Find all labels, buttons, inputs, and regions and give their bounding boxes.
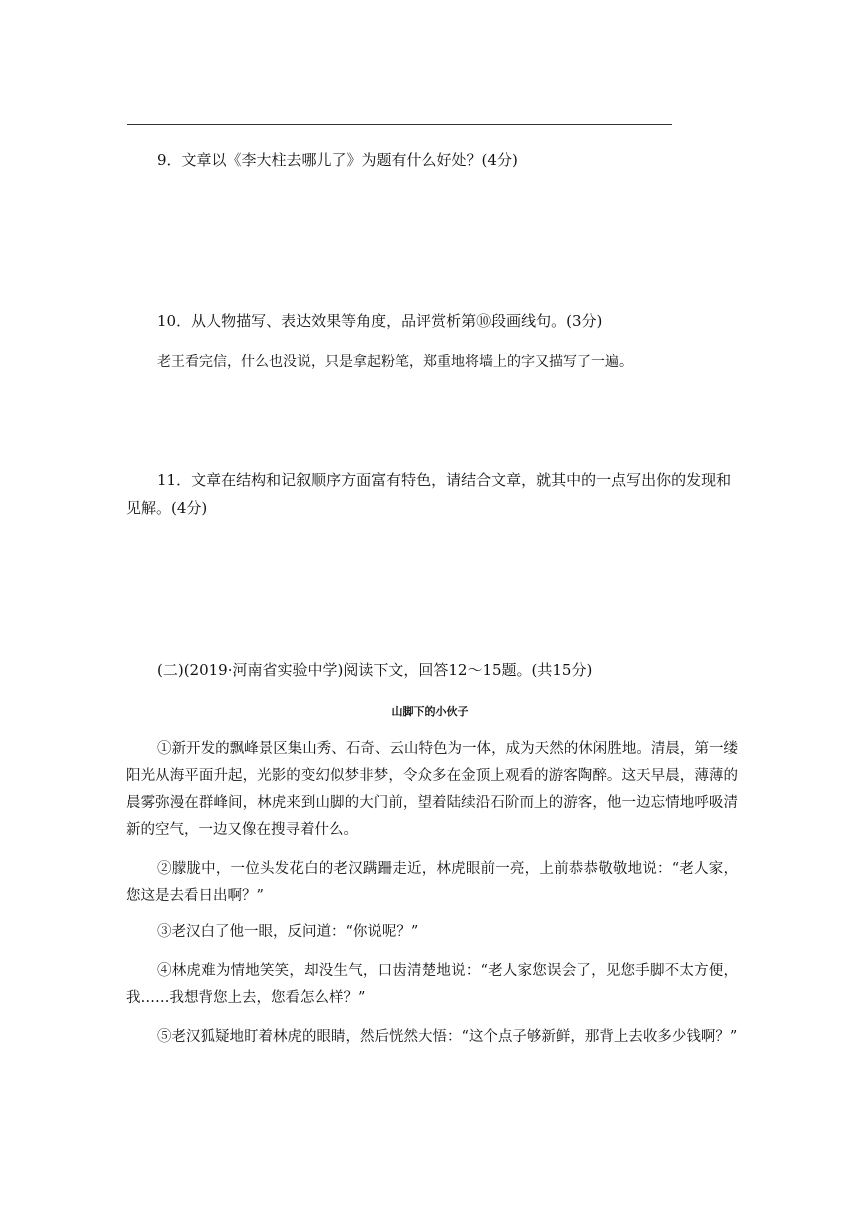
paragraph-4: ④林虎难为情地笑笑，却没生气，口齿清楚地说：“老人家您误会了，见您手脚不太方便，我……我想背您上去，您看怎么样？” — [126, 963, 738, 1006]
paragraph-1: ①新开发的飘峰景区集山秀、石奇、云山特色为一体，成为天然的休闲胜地。清晨，第一缕阳光从海平面升起，光影的变幻似梦非梦，令众多在金顶上观看的游客陶醉。这天早晨，薄薄的晨雾弥漫在群峰间，林虎来到山脚的大门前，望着陆续沿石阶而上的游客，他一边忘情地呼吸清新的空气，一边又像在搜寻着什么。 — [126, 741, 738, 838]
question-10: 10．从人物描写、表达效果等角度，品评赏析第⑩段画线句。(3分) — [157, 312, 603, 330]
question-10-quote: 老王看完信，什么也没说，只是拿起粉笔，郑重地将墙上的字又描写了一遍。 — [157, 354, 633, 370]
article-title: 山脚下的小伙子 — [391, 705, 469, 718]
paragraph-2: ②朦胧中，一位头发花白的老汉蹒跚走近，林虎眼前一亮，上前恭恭敬敬地说：“老人家，您这是去看日出啊？” — [126, 861, 738, 904]
paragraph-3: ③老汉白了他一眼，反问道：“你说呢？” — [157, 924, 419, 940]
paragraph-5: ⑤老汉狐疑地盯着林虎的眼睛，然后恍然大悟：“这个点子够新鲜，那背上去收多少钱啊？” — [157, 1029, 738, 1045]
header-rule — [127, 124, 672, 125]
question-9: 9．文章以《李大柱去哪儿了》为题有什么好处？(4分) — [157, 151, 518, 169]
question-11: 11．文章在结构和记叙顺序方面富有特色，请结合文章，就其中的一点写出你的发现和见解。(4分) — [126, 471, 732, 517]
section-source: (二)(2019·河南省实验中学)阅读下文，回答12～15题。(共15分) — [157, 661, 593, 679]
